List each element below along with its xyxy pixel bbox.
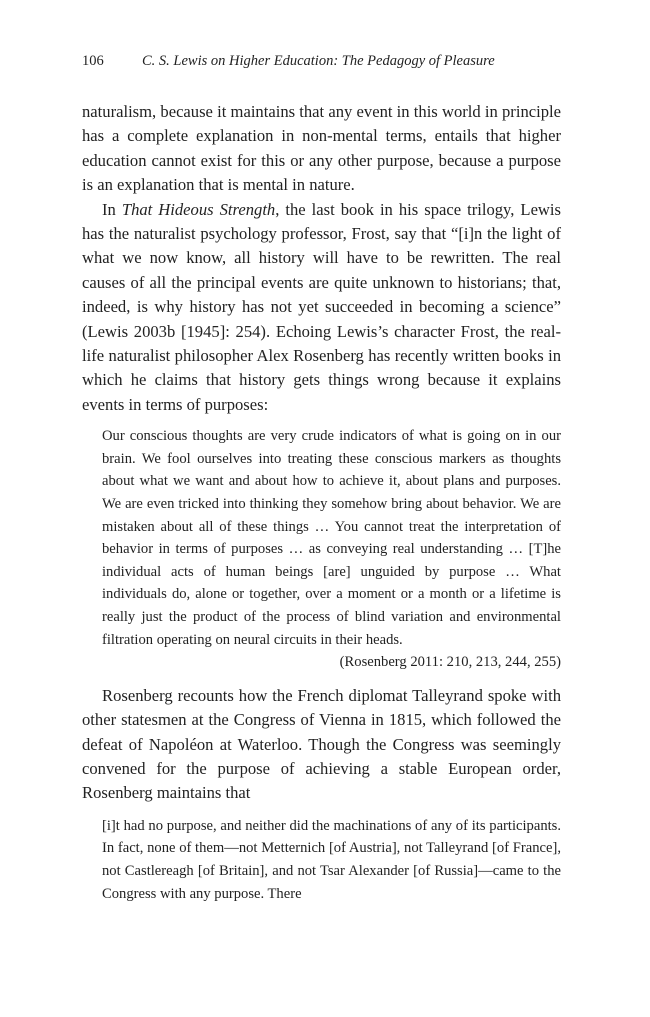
- body-text: [82, 100, 561, 905]
- running-head: [82, 52, 560, 70]
- block-quote-congress: [102, 815, 561, 905]
- quote-citation: (Rosenberg 2011: 210, 213, 244, 255): [339, 654, 561, 671]
- quote-text: [i]t had no purpose, and neither did the machinations of any of its participants. In fact, none of them—not Metternich [of Austria], not Talleyrand [of France], not Castlereagh [of Britain], and not Tsar Alexander [of Russia]—came to the Congress with any purpose. There: [102, 817, 561, 902]
- paragraph-text: In: [102, 199, 122, 219]
- book-title: C. S. Lewis on Higher Education: The Pedagogy of Pleasure: [142, 53, 495, 69]
- paragraph-naturalism: naturalism, because it maintains that any event in this world in principle has a complete explanation in non-mental terms, entails that higher education cannot exist for this or any other purpose, because a purpose is an explanation that is mental in nature.: [82, 102, 561, 195]
- paragraph-text: , the last book in his space trilogy, Lewis has the naturalist psychology professor, Frost, say that “[i]n the light of what we now know, all history will have to be rewritten. The real causes of all the principal events are quite unknown to historians; that, indeed, is why history has not yet succeeded in becoming a science” (Lewis 2003b [1945]: 254). Echoing Lewis’s character Frost, the real-life naturalist philosopher Alex Rosenberg has recently written books in which he claims that history gets things wrong because it explains events in terms of purposes:: [82, 199, 561, 414]
- quote-text: Our conscious thoughts are very crude indicators of what is going on in our brain. We fool ourselves into treating these conscious markers as thoughts about what we want and about how to achieve it, about plans and purposes. We are even tricked into thinking they somehow bring about behavior. We are mistaken about all of these things … You cannot treat the interpretation of behavior in terms of purposes … as conveying real understanding … [T]he individual acts of human beings [are] unguided by purpose … What individuals do, alone or together, over a moment or a month or a lifetime is really just the product of the process of blind variation and environmental filtration operating on neural circuits in their heads.: [102, 428, 561, 648]
- page-number: 106: [82, 53, 104, 69]
- paragraph-hideous-strength: [82, 198, 561, 418]
- block-quote-rosenberg: [102, 425, 561, 674]
- paragraph-talleyrand: Rosenberg recounts how the French diplomat Talleyrand spoke with other statesmen at the Congress of Vienna in 1815, which followed the defeat of Napoléon at Waterloo. Though the Congress was seemingly convened for the purpose of achieving a stable European order, Rosenberg maintains that: [82, 685, 561, 803]
- book-title-reference: That Hideous Strength: [121, 199, 276, 219]
